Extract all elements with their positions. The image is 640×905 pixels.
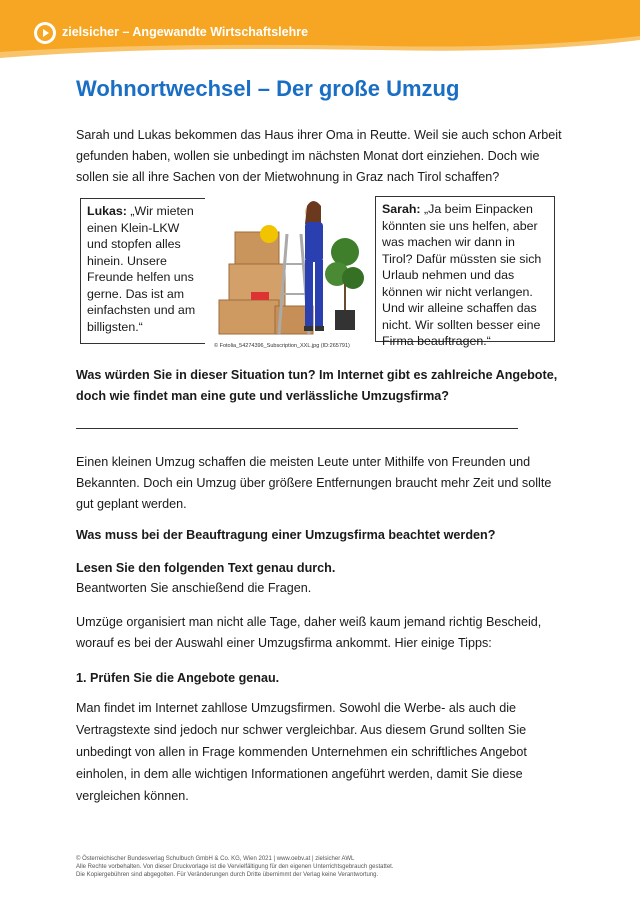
photo-caption: © Fotolia_54274396_Subscription_XXL.jpg (ID:265791) <box>214 343 350 349</box>
footer-fees: Die Kopiergebühren sind abgegolten. Für Veränderungen durch Dritte übernimmt der Verlag keine Verantwortung. <box>76 872 379 878</box>
paragraph-tips-intro: Umzüge organisiert man nicht alle Tage, daher weiß kaum jemand richtig Bescheid, worauf es bei der Auswahl einer Umzugsfirma ankommt. Hier einige Tipps: <box>76 615 542 650</box>
footer-copyright: © Österreichischer Bundesverlag Schulbuch GmbH & Co. KG, Wien 2021 | www.oebv.at | zielsicher AWL <box>76 856 355 862</box>
quote-sarah: „Ja beim Einpacken könnten sie uns helfen, aber was machen wir dann in Tirol? Dafür müssten sie sich Urlaub nehmen und das können wir nicht verlangen. Und wir alleine schaffen das nicht. Wir sollten besser eine Firma beauftragen.“ <box>382 202 542 348</box>
footer-rights: Alle Rechte vorbehalten. Von dieser Druckvorlage ist die Vervielfältigung für den eigenen Unterrichtsgebrauch gestattet. <box>76 864 394 870</box>
intro-paragraph: Sarah und Lukas bekommen das Haus ihrer Oma in Reutte. Weil sie auch schon Arbeit gefunden haben, wollen sie unbedingt im nächsten Monat dort einziehen. Doch wie sollen sie all ihre Sachen von der Mietwohnung in Graz nach Tirol schaffen? <box>76 128 562 184</box>
instruction-read: Lesen Sie den folgenden Text genau durch. <box>76 561 336 575</box>
instruction-answer: Beantworten Sie anschießend die Fragen. <box>76 581 312 595</box>
speech-bubble-lukas <box>80 198 207 344</box>
page-header <box>0 0 640 60</box>
footer <box>76 855 576 879</box>
page-title: Wohnortwechsel – Der große Umzug <box>76 76 460 101</box>
speaker-sarah: Sarah: <box>382 202 421 216</box>
moving-photo <box>205 194 375 356</box>
tip1-text: Man findet im Internet zahllose Umzugsfirmen. Sowohl die Werbe- als auch die Vertragstexte sind jedoch nur schwer vergleichbar. Aus diesem Grund sollten Sie unbedingt von allen in Frage kommenden Unternehmen ein schriftliches Angebot einholen, in dem alle wichtigen Informationen angeführt werden, damit Sie diese vergleichen können. <box>76 701 527 803</box>
paragraph-small-move: Einen kleinen Umzug schaffen die meisten Leute unter Mithilfe von Freunden und Bekannten. Doch ein Umzug über größere Entfernungen braucht mehr Zeit und sollte gut geplant werden. <box>76 455 552 511</box>
brand-title: zielsicher – Angewandte Wirtschaftslehre <box>62 25 309 39</box>
speaker-lukas: Lukas: <box>87 204 127 218</box>
question-situation: Was würden Sie in dieser Situation tun? Im Internet gibt es zahlreiche Angebote, doch wie findet man eine gute und verlässliche Umzugsfirma? <box>76 368 558 403</box>
answer-line[interactable] <box>76 428 518 429</box>
play-icon <box>34 22 56 44</box>
tip1-heading: 1. Prüfen Sie die Angebote genau. <box>76 671 280 685</box>
speech-bubble-sarah <box>375 196 555 348</box>
question-commissioning: Was muss bei der Beauftragung einer Umzugsfirma beachtet werden? <box>76 528 496 542</box>
quote-lukas: „Wir mieten einen Klein-LKW und stopfen alles hinein. Unsere Freunde helfen uns gerne. Das ist am einfachsten und am billigsten.“ <box>87 204 196 334</box>
